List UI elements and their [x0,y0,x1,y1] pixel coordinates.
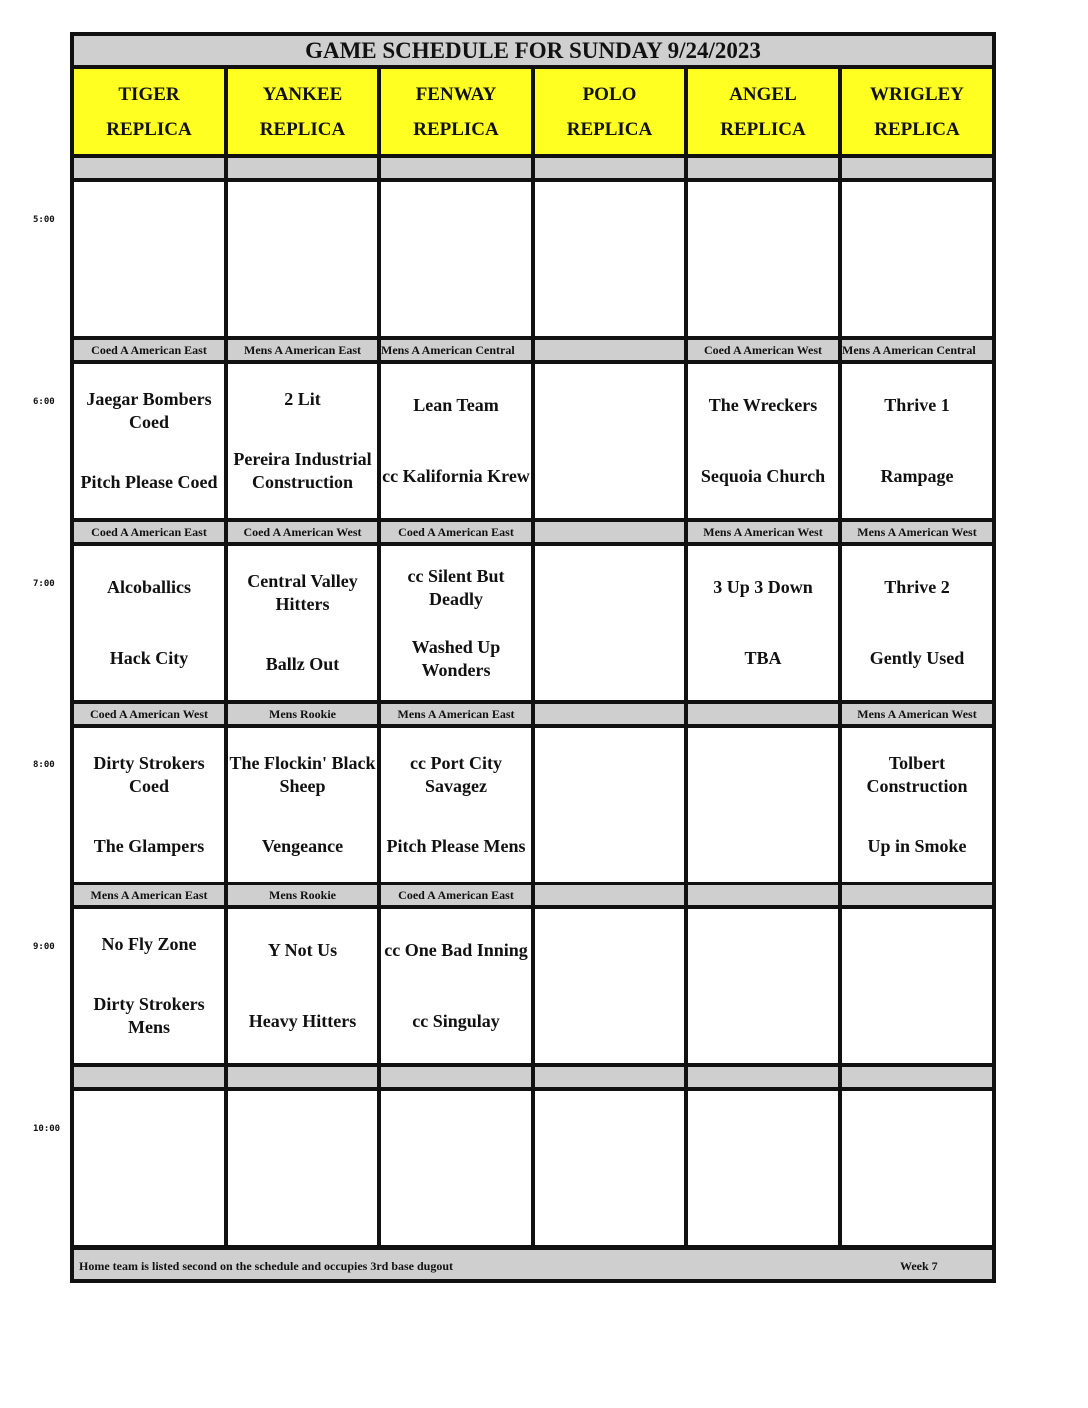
game-cell [74,728,224,882]
away-team: Alcoballics [107,577,191,597]
home-team: Dirty Strokers Mens [93,993,205,1037]
league-label: Mens A American East [228,340,377,360]
game-cell [688,909,838,1063]
game-cell [381,728,531,882]
field-header-tiger [74,69,224,154]
league-label [688,885,838,905]
field-name: ANGEL [729,83,797,105]
time-label: 9:00 [33,942,55,952]
home-team: cc Singulay [412,1011,500,1031]
league-label: Mens A American Central [842,340,992,360]
league-label: Coed A American East [74,522,224,542]
schedule-title: GAME SCHEDULE FOR SUNDAY 9/24/2023 [74,36,992,65]
game-cell [688,1091,838,1245]
league-label: Coed A American East [74,340,224,360]
home-team: Pereira Industrial Construction [233,448,372,492]
league-label: Mens A American West [842,704,992,724]
league-label: Coed A American East [381,885,531,905]
game-cell [381,364,531,518]
home-team: TBA [744,648,782,668]
game-cell [842,1091,992,1245]
away-team: The Wreckers [708,395,818,415]
game-cell [842,364,992,518]
field-header-fenway [381,69,531,154]
week-label: Week 7 [900,1259,938,1273]
field-type: REPLICA [566,118,653,140]
league-label [535,158,684,178]
away-team: No Fly Zone [101,934,197,955]
game-cell [535,364,684,518]
game-cell [381,546,531,700]
away-team: 2 Lit [284,389,321,410]
game-cell [535,728,684,882]
game-cell [381,909,531,1063]
league-label: Coed A American East [381,522,531,542]
league-label [381,158,531,178]
game-cell [688,364,838,518]
home-team: Sequoia Church [700,466,826,486]
game-cell [228,546,377,700]
game-cell [842,182,992,336]
time-label: 7:00 [33,579,55,589]
home-team: Washed Up Wonders [411,636,501,680]
league-label: Coed A American West [74,704,224,724]
league-label [688,1067,838,1087]
league-label [228,1067,377,1087]
footer-bar [74,1250,992,1279]
league-label: Coed A American West [688,340,838,360]
field-type: REPLICA [720,118,806,140]
league-label [74,1067,224,1087]
game-cell [74,182,224,336]
league-label: Mens A American East [74,885,224,905]
home-team: cc Kalifornia Krew [382,466,530,486]
game-cell [535,182,684,336]
league-label: Mens A American West [842,522,992,542]
game-cell [842,728,992,882]
league-label [535,340,684,360]
away-team: Jaegar Bombers Coed [86,389,212,433]
home-team: The Glampers [93,835,205,856]
game-cell [842,546,992,700]
league-label: Mens Rookie [228,885,377,905]
game-cell [381,1091,531,1245]
field-type: REPLICA [413,118,499,140]
game-cell [228,1091,377,1245]
game-cell [535,909,684,1063]
league-label [535,704,684,724]
game-cell [228,364,377,518]
home-team: Pitch Please Mens [386,835,526,856]
field-name: TIGER [118,83,180,105]
league-label: Mens Rookie [228,704,377,724]
game-cell [74,546,224,700]
schedule-table [70,32,996,1283]
game-cell [688,182,838,336]
away-team: Central Valley Hitters [247,571,358,615]
field-name: FENWAY [415,83,497,105]
field-type: REPLICA [874,118,960,140]
league-label [381,1067,531,1087]
field-header-angel [688,69,838,154]
league-label [535,1067,684,1087]
game-cell [842,909,992,1063]
home-team: Heavy Hitters [248,1011,357,1031]
game-cell [688,546,838,700]
time-label: 5:00 [33,215,55,225]
game-cell [381,182,531,336]
away-team: Dirty Strokers Coed [93,753,205,797]
league-label: Mens A American West [688,522,838,542]
league-label [535,522,684,542]
home-team: Gently Used [869,648,965,668]
away-team: 3 Up 3 Down [713,577,813,597]
field-header-yankee [228,69,377,154]
home-team: Ballz Out [265,653,340,674]
league-label [688,158,838,178]
field-type: REPLICA [106,118,192,140]
league-label [228,158,377,178]
game-cell [228,728,377,882]
league-label [842,158,992,178]
home-team: Hack City [109,648,189,668]
league-label [842,885,992,905]
league-label: Coed A American West [228,522,377,542]
game-cell [74,364,224,518]
field-header-wrigley [842,69,992,154]
away-team: Thrive 1 [884,395,950,415]
away-team: The Flockin' Black Sheep [229,753,376,797]
away-team: Lean Team [413,395,499,415]
game-cell [228,909,377,1063]
field-header-polo [535,69,684,154]
away-team: cc Silent But Deadly [407,565,505,609]
game-cell [74,909,224,1063]
home-team: Pitch Please Coed [80,471,218,492]
away-team: Thrive 2 [884,577,950,597]
time-label: 8:00 [33,760,55,770]
game-cell [535,546,684,700]
time-label: 6:00 [33,397,55,407]
league-label [688,704,838,724]
league-label [74,158,224,178]
league-label: Mens A American Central [381,340,531,360]
home-team: Up in Smoke [867,835,967,856]
league-label: Mens A American East [381,704,531,724]
game-cell [535,1091,684,1245]
field-name: YANKEE [262,83,343,105]
field-name: POLO [582,83,637,105]
game-cell [74,1091,224,1245]
league-label [535,885,684,905]
home-team: Rampage [880,466,954,486]
field-type: REPLICA [259,118,346,140]
away-team: cc One Bad Inning [384,940,528,960]
home-team-note: Home team is listed second on the schedule and occupies 3rd base dugout [79,1259,454,1273]
league-label [842,1067,992,1087]
away-team: Y Not Us [267,940,338,960]
game-cell [228,182,377,336]
game-cell [688,728,838,882]
home-team: Vengeance [261,835,344,856]
away-team: cc Port City Savagez [410,753,502,797]
away-team: Tolbert Construction [866,753,968,797]
field-name: WRIGLEY [870,83,964,105]
time-label: 10:00 [33,1124,61,1134]
